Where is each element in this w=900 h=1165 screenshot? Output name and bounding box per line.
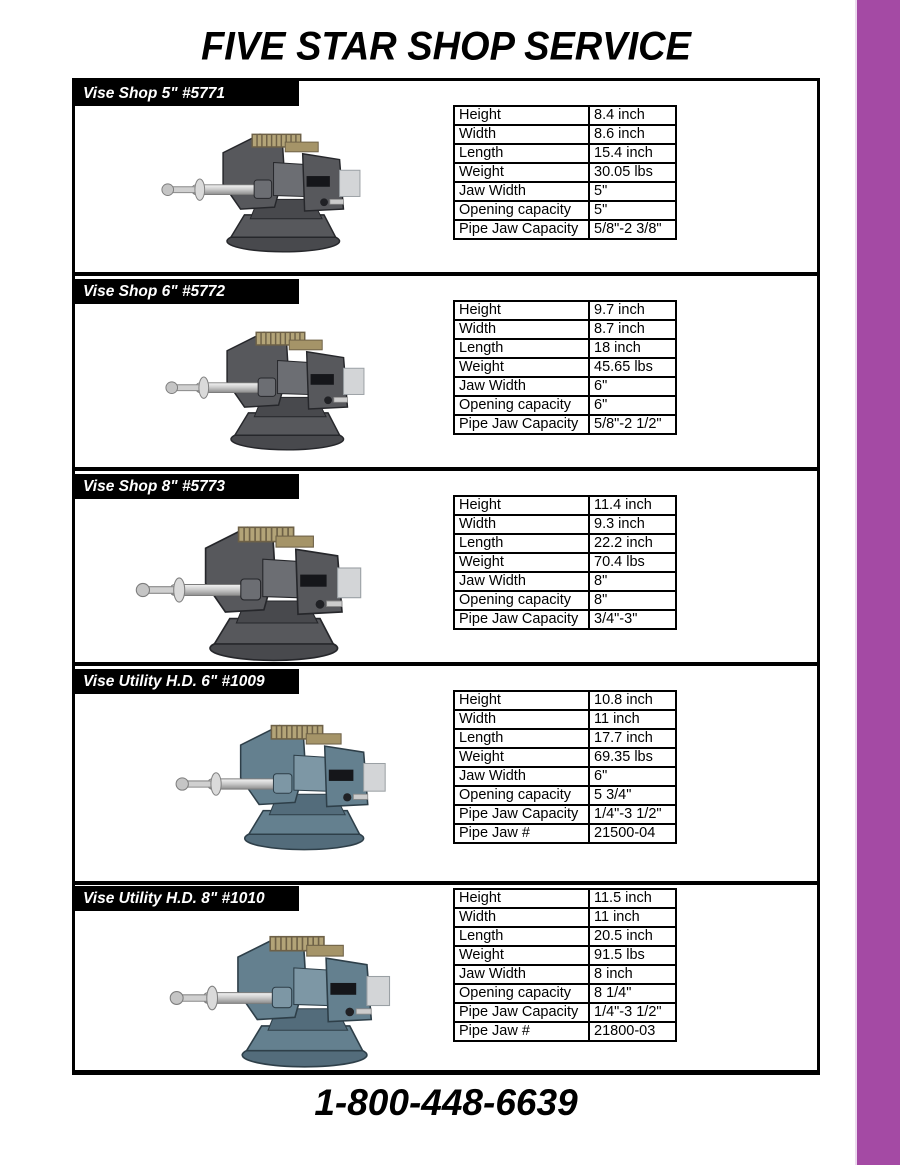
spec-value: 8 1/4" xyxy=(589,984,676,1003)
spec-label: Opening capacity xyxy=(454,201,589,220)
spec-table xyxy=(453,495,677,630)
spec-value: 30.05 lbs xyxy=(589,163,676,182)
spec-label: Height xyxy=(454,496,589,515)
spec-row xyxy=(454,767,676,786)
spec-row xyxy=(454,908,676,927)
spec-row xyxy=(454,220,676,239)
spec-value: 91.5 lbs xyxy=(589,946,676,965)
spec-row xyxy=(454,182,676,201)
spec-label: Pipe Jaw Capacity xyxy=(454,220,589,239)
spec-value: 6" xyxy=(589,396,676,415)
purple-side-bar xyxy=(855,0,900,1165)
spec-value: 8" xyxy=(589,591,676,610)
spec-label: Width xyxy=(454,908,589,927)
spec-value: 69.35 lbs xyxy=(589,748,676,767)
spec-label: Height xyxy=(454,106,589,125)
spec-value: 1/4"-3 1/2" xyxy=(589,1003,676,1022)
spec-value: 11.5 inch xyxy=(589,889,676,908)
spec-value: 22.2 inch xyxy=(589,534,676,553)
bench-vise-image xyxy=(133,502,397,667)
spec-row xyxy=(454,339,676,358)
spec-row xyxy=(454,927,676,946)
product-section-2 xyxy=(75,272,817,467)
spec-label: Jaw Width xyxy=(454,965,589,984)
spec-row xyxy=(454,515,676,534)
spec-row xyxy=(454,144,676,163)
product-title-bar: Vise Utility H.D. 8" #1010 xyxy=(75,886,299,911)
spec-row xyxy=(454,496,676,515)
product-catalog xyxy=(72,78,820,1075)
spec-label: Jaw Width xyxy=(454,767,589,786)
spec-value: 21500-04 xyxy=(589,824,676,843)
spec-value: 9.3 inch xyxy=(589,515,676,534)
spec-row xyxy=(454,710,676,729)
spec-row xyxy=(454,786,676,805)
spec-row xyxy=(454,984,676,1003)
spec-label: Opening capacity xyxy=(454,984,589,1003)
spec-label: Length xyxy=(454,339,589,358)
spec-label: Opening capacity xyxy=(454,591,589,610)
spec-value: 8 inch xyxy=(589,965,676,984)
product-section-1 xyxy=(75,81,817,272)
spec-value: 11 inch xyxy=(589,710,676,729)
spec-row xyxy=(454,534,676,553)
spec-value: 15.4 inch xyxy=(589,144,676,163)
spec-label: Pipe Jaw # xyxy=(454,824,589,843)
spec-row xyxy=(454,805,676,824)
spec-value: 8.7 inch xyxy=(589,320,676,339)
product-section-4 xyxy=(75,662,817,881)
spec-row xyxy=(454,889,676,908)
spec-row xyxy=(454,320,676,339)
spec-label: Opening capacity xyxy=(454,396,589,415)
spec-label: Opening capacity xyxy=(454,786,589,805)
spec-label: Pipe Jaw Capacity xyxy=(454,1003,589,1022)
spec-label: Jaw Width xyxy=(454,377,589,396)
spec-row xyxy=(454,729,676,748)
spec-label: Weight xyxy=(454,946,589,965)
spec-value: 5" xyxy=(589,182,676,201)
spec-value: 11.4 inch xyxy=(589,496,676,515)
spec-row xyxy=(454,1003,676,1022)
spec-label: Length xyxy=(454,534,589,553)
spec-value: 8.6 inch xyxy=(589,125,676,144)
spec-table xyxy=(453,690,677,844)
spec-row xyxy=(454,377,676,396)
spec-value: 20.5 inch xyxy=(589,927,676,946)
spec-row xyxy=(454,572,676,591)
spec-label: Height xyxy=(454,301,589,320)
spec-value: 5 3/4" xyxy=(589,786,676,805)
spec-label: Length xyxy=(454,729,589,748)
bench-vise-image xyxy=(159,112,392,258)
spec-label: Length xyxy=(454,144,589,163)
spec-row xyxy=(454,824,676,843)
spec-row xyxy=(454,415,676,434)
spec-row xyxy=(454,591,676,610)
spec-label: Pipe Jaw Capacity xyxy=(454,610,589,629)
spec-label: Length xyxy=(454,927,589,946)
product-title-bar: Vise Shop 8" #5773 xyxy=(75,474,299,499)
product-section-5 xyxy=(75,881,817,1072)
bench-vise-image xyxy=(163,310,396,456)
spec-row xyxy=(454,965,676,984)
spec-value: 3/4"-3" xyxy=(589,610,676,629)
spec-label: Width xyxy=(454,125,589,144)
spec-value: 5" xyxy=(589,201,676,220)
bench-vise-image xyxy=(173,702,419,856)
spec-value: 8" xyxy=(589,572,676,591)
spec-value: 21800-03 xyxy=(589,1022,676,1041)
spec-table xyxy=(453,105,677,240)
spec-value: 6" xyxy=(589,377,676,396)
spec-value: 18 inch xyxy=(589,339,676,358)
phone-number: 1-800-448-6639 xyxy=(314,1082,578,1123)
spec-value: 10.8 inch xyxy=(589,691,676,710)
spec-row xyxy=(454,301,676,320)
spec-row xyxy=(454,163,676,182)
spec-label: Width xyxy=(454,515,589,534)
spec-label: Weight xyxy=(454,163,589,182)
spec-row xyxy=(454,396,676,415)
spec-value: 17.7 inch xyxy=(589,729,676,748)
spec-row xyxy=(454,610,676,629)
bench-vise-image xyxy=(167,912,425,1073)
spec-label: Pipe Jaw # xyxy=(454,1022,589,1041)
spec-label: Width xyxy=(454,710,589,729)
spec-table xyxy=(453,888,677,1042)
spec-row xyxy=(454,106,676,125)
spec-table xyxy=(453,300,677,435)
spec-value: 8.4 inch xyxy=(589,106,676,125)
product-title-bar: Vise Shop 6" #5772 xyxy=(75,279,299,304)
spec-row xyxy=(454,553,676,572)
spec-value: 5/8"-2 1/2" xyxy=(589,415,676,434)
spec-row xyxy=(454,946,676,965)
spec-value: 6" xyxy=(589,767,676,786)
spec-label: Height xyxy=(454,889,589,908)
spec-row xyxy=(454,691,676,710)
spec-label: Jaw Width xyxy=(454,572,589,591)
spec-value: 11 inch xyxy=(589,908,676,927)
spec-row xyxy=(454,748,676,767)
product-section-3 xyxy=(75,467,817,662)
spec-value: 5/8"-2 3/8" xyxy=(589,220,676,239)
product-title-bar: Vise Utility H.D. 6" #1009 xyxy=(75,669,299,694)
spec-label: Pipe Jaw Capacity xyxy=(454,415,589,434)
spec-value: 45.65 lbs xyxy=(589,358,676,377)
spec-value: 9.7 inch xyxy=(589,301,676,320)
spec-row xyxy=(454,125,676,144)
spec-row xyxy=(454,1022,676,1041)
spec-row xyxy=(454,201,676,220)
spec-label: Pipe Jaw Capacity xyxy=(454,805,589,824)
spec-value: 70.4 lbs xyxy=(589,553,676,572)
product-title-bar: Vise Shop 5" #5771 xyxy=(75,81,299,106)
spec-label: Jaw Width xyxy=(454,182,589,201)
spec-label: Weight xyxy=(454,553,589,572)
spec-label: Height xyxy=(454,691,589,710)
spec-label: Weight xyxy=(454,358,589,377)
spec-label: Weight xyxy=(454,748,589,767)
spec-value: 1/4"-3 1/2" xyxy=(589,805,676,824)
spec-label: Width xyxy=(454,320,589,339)
spec-row xyxy=(454,358,676,377)
page-title: FIVE STAR SHOP SERVICE xyxy=(201,24,691,70)
